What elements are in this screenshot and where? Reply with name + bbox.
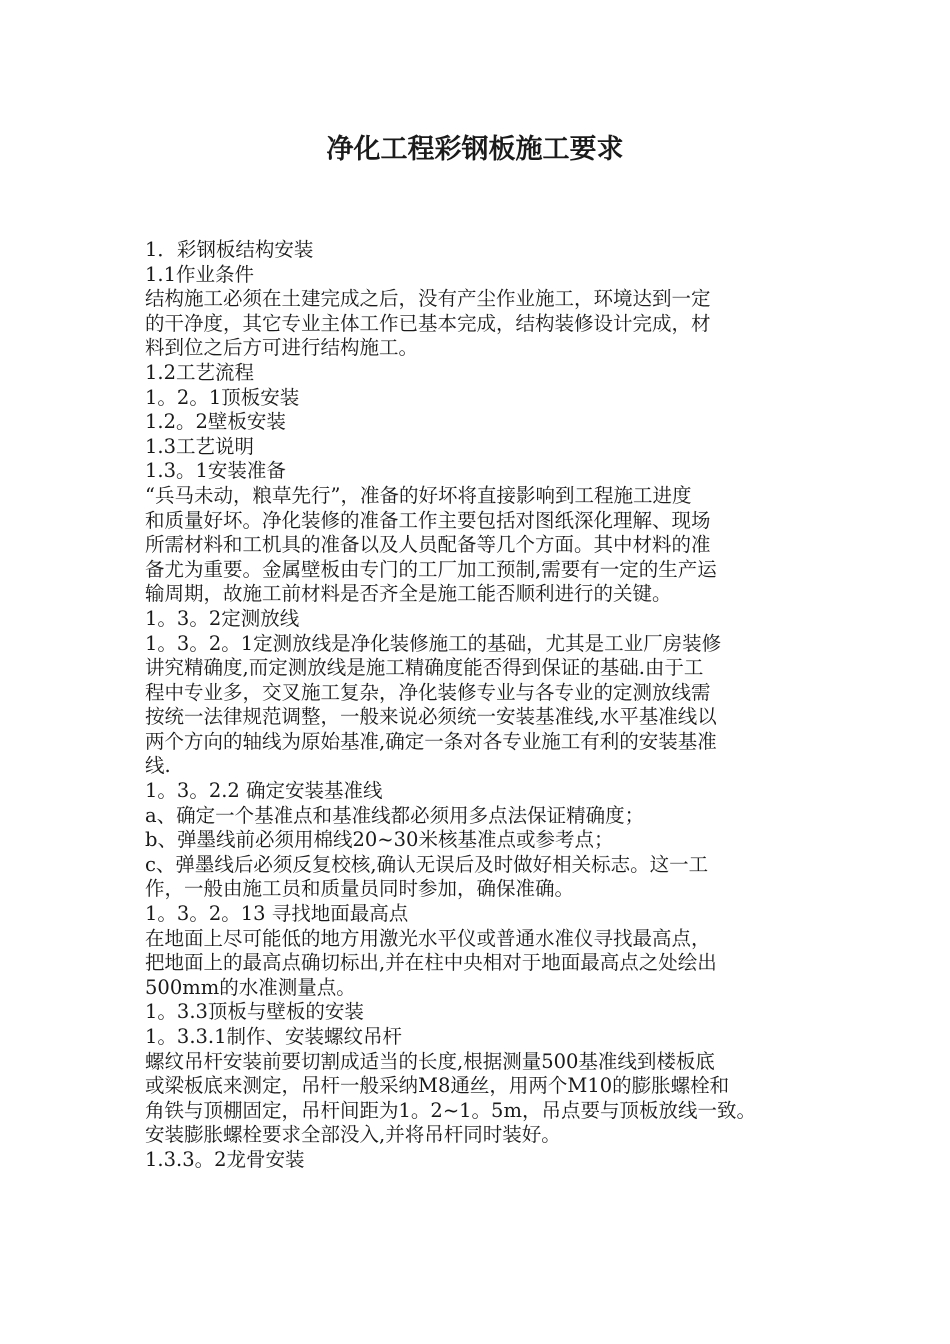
text-line: a、确定一个基准点和基准线都必须用多点法保证精确度； xyxy=(145,803,645,827)
text-line: 500mm的水准测量点。 xyxy=(145,975,356,999)
text-line: 1。3.3.1制作、安装螺纹吊杆 xyxy=(145,1025,403,1048)
text-line: 1.1作业条件 xyxy=(145,262,255,286)
text-line: 的干净度，其它专业主体工作已基本完成，结构装修设计完成，材 xyxy=(145,311,711,335)
text-line: 或梁板底来测定，吊杆一般采纳M8通丝，用两个M10的膨胀螺栓和 xyxy=(145,1074,730,1098)
text-line: 作，一般由施工员和质量员同时参加，确保准确。 xyxy=(145,877,575,901)
text-line: 1。3。2。1定测放线是净化装修施工的基础，尤其是工业厂房装修 xyxy=(145,631,722,655)
text-line: 安装膨胀螺栓要求全部没入,并将吊杆同时装好。 xyxy=(145,1123,561,1147)
text-line: 料到位之后方可进行结构施工。 xyxy=(145,336,419,360)
text-line: 程中专业多，交叉施工复杂，净化装修专业与各专业的定测放线需 xyxy=(145,680,711,704)
text-line: 线. xyxy=(145,754,171,778)
text-line: “兵马未动，粮草先行”，准备的好坏将直接影响到工程施工进度 xyxy=(145,483,692,507)
text-line: 1.3工艺说明 xyxy=(145,434,255,458)
document-body xyxy=(145,238,815,1173)
text-line: 1．彩钢板结构安装 xyxy=(145,238,314,261)
text-line: 1。3。2.2 确定安装基准线 xyxy=(145,779,383,803)
text-line: 备尤为重要。金属壁板由专门的工厂加工预制,需要有一定的生产运 xyxy=(145,557,717,581)
text-line: 讲究精确度,而定测放线是施工精确度能否得到保证的基础.由于工 xyxy=(145,656,704,680)
text-line: 1。2。1顶板安装 xyxy=(145,385,300,409)
text-line: 在地面上尽可能低的地方用激光水平仪或普通水准仪寻找最高点， xyxy=(145,926,711,950)
text-line: 1.2。2壁板安装 xyxy=(145,410,286,434)
text-line: 输周期，故施工前材料是否齐全是施工能否顺利进行的关键。 xyxy=(145,582,672,606)
text-line: 1.3.3。2龙骨安装 xyxy=(145,1147,305,1171)
text-line: 结构施工必须在土建完成之后，没有产尘作业施工，环境达到一定 xyxy=(145,287,711,311)
document-title: 净化工程彩钢板施工要求 xyxy=(326,134,624,165)
text-line: 螺纹吊杆安装前要切割成适当的长度,根据测量500基准线到楼板底 xyxy=(145,1049,715,1073)
text-line: 所需材料和工机具的准备以及人员配备等几个方面。其中材料的准 xyxy=(145,533,711,557)
text-line: 1.3。1安装准备 xyxy=(145,459,286,483)
text-line: 把地面上的最高点确切标出,并在柱中央相对于地面最高点之处绘出 xyxy=(145,951,717,975)
text-line: 1.2工艺流程 xyxy=(145,360,255,384)
text-line: b、弹墨线前必须用棉线20~30米核基准点或参考点； xyxy=(145,828,614,852)
text-line: 1。3。2定测放线 xyxy=(145,606,300,630)
text-line: 角铁与顶棚固定，吊杆间距为1。2~1。5m，吊点要与顶板放线一致。 xyxy=(145,1098,756,1122)
text-line: c、弹墨线后必须反复校核,确认无误后及时做好相关标志。这一工 xyxy=(145,852,709,876)
text-line: 和质量好坏。净化装修的准备工作主要包括对图纸深化理解、现场 xyxy=(145,508,711,532)
text-line: 1。3。2。13 寻找地面最高点 xyxy=(145,902,409,926)
text-line: 两个方向的轴线为原始基准,确定一条对各专业施工有利的安装基准 xyxy=(145,729,717,753)
text-line: 1。3.3顶板与壁板的安装 xyxy=(145,1000,364,1024)
text-line: 按统一法律规范调整，一般来说必须统一安装基准线,水平基准线以 xyxy=(145,705,717,729)
